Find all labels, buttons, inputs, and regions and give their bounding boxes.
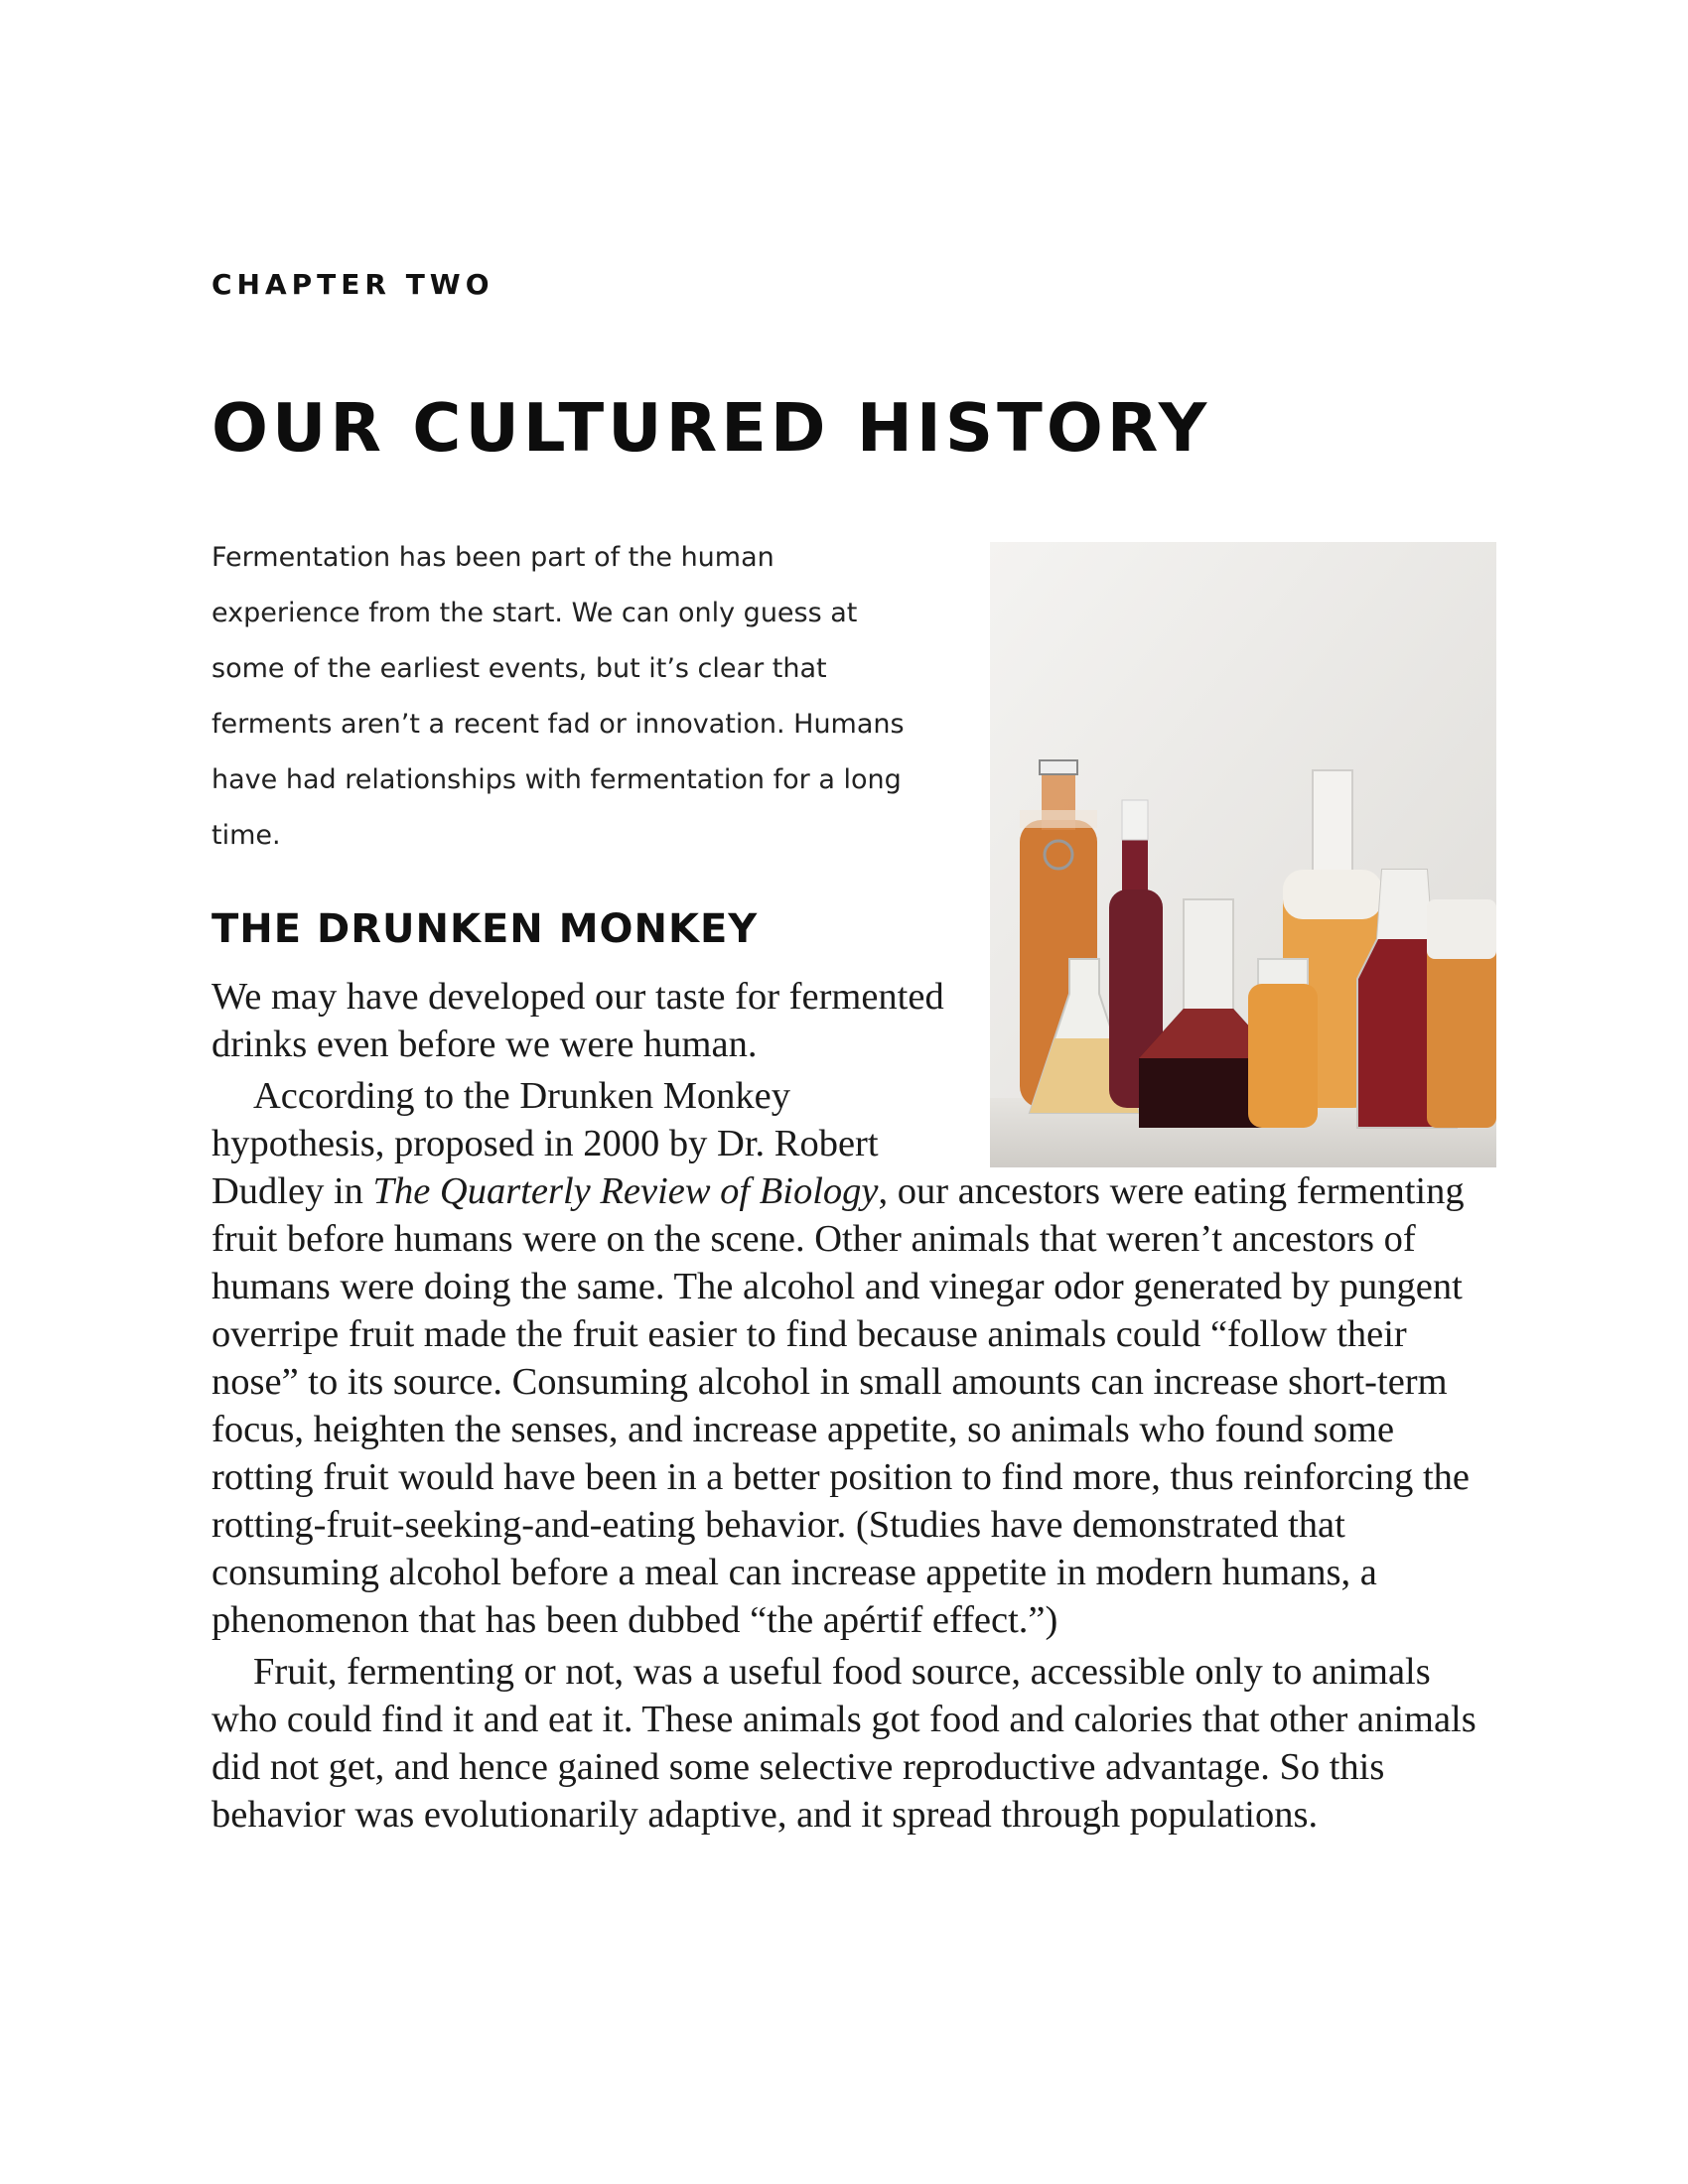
body-text [211,973,1482,1839]
chapter-title: OUR CULTURED HISTORY [211,389,1211,467]
right-jar [1427,899,1496,1128]
chapter-label: CHAPTER TWO [211,268,494,301]
paragraph-1: We may have developed our taste for fermented drinks even before we were human. [211,976,944,1065]
bottles-illustration [990,542,1496,1167]
paragraph-3: Fruit, fermenting or not, was a useful food source, accessible only to animals who could find it and eat it. These animals got food and calories that other animals did not get, and hence gained some selective reproductive advantage. So this behavior was evolutionarily adaptive, and it spread through populations. [211,1651,1477,1836]
section-heading: THE DRUNKEN MONKEY [211,906,759,952]
journal-title: The Quarterly Review of Biology [372,1170,879,1212]
paragraph-2: According to the Drunken Monkey hypothesis, proposed in 2000 by Dr. Robert Dudley in The Quarterly Review of Biology, our ancestors were eating fermenting fruit before humans were on the scene. Other animals that weren’t ancestors of humans were doing the same. The alcohol and vinegar odor generated by pungent overripe fruit made the fruit easier to find because animals could “follow their nose” to its source. Consuming alcohol in small amounts can increase short-term focus, heighten the senses, and increase appetite, so animals who found some rotting fruit would have been in a better position to find more, thus reinforcing the rotting-fruit-seeking-and-eating behavior. (Studies have demonstrated that consuming alcohol before a meal can increase appetite in modern humans, a phenomenon that has been dubbed “the apértif effect.”) [211,1075,1470,1641]
fermented-drinks-photo [990,542,1496,1167]
small-bottle [1248,959,1318,1128]
intro-paragraph: Fermentation has been part of the human experience from the start. We can only guess at some of the earliest events, but it’s clear that ferments aren’t a recent fad or innovation. Humans have had relationships with fermentation for a long time. [211,542,905,851]
